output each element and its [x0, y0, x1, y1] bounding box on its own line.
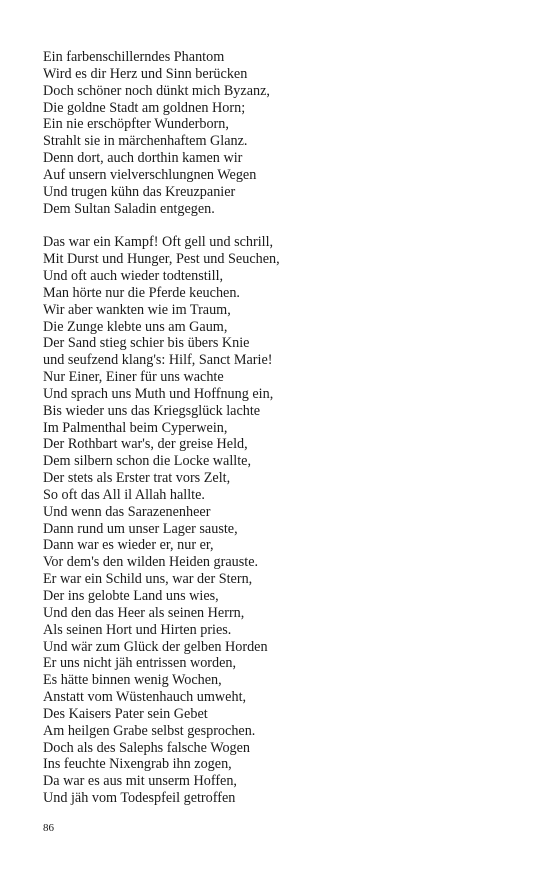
poem-line: Ins feuchte Nixengrab ihn zogen,	[43, 756, 232, 773]
stanza-2	[43, 234, 513, 807]
poem-line: Der stets als Erster trat vors Zelt,	[43, 470, 231, 487]
poem-line: Anstatt vom Wüstenhauch umweht,	[43, 689, 247, 706]
poem-line: Es hätte binnen wenig Wochen,	[43, 672, 222, 689]
page-number: 86	[43, 822, 54, 834]
poem-line: Bis wieder uns das Kriegsglück lachte	[43, 402, 261, 419]
poem-line: Als seinen Hort und Hirten pries.	[43, 621, 232, 638]
poem-line: Doch als des Salephs falsche Wogen	[43, 739, 251, 756]
poem-line: Strahlt sie in märchenhaftem Glanz.	[43, 133, 248, 150]
poem-line: und seufzend klang's: Hilf, Sanct Marie!	[43, 352, 273, 369]
poem-line: Denn dort, auch dorthin kamen wir	[43, 150, 243, 167]
poem-line: Das war ein Kampf! Oft gell und schrill,	[43, 234, 274, 251]
poem-line: Ein nie erschöpfter Wunderborn,	[43, 116, 229, 133]
poem-line: Im Palmenthal beim Cyperwein,	[43, 419, 228, 436]
poem-line: Und wenn das Sarazenenheer	[43, 503, 211, 520]
poem-line: Die goldne Stadt am goldnen Horn;	[43, 99, 246, 116]
poem-line: Dem silbern schon die Locke wallte,	[43, 453, 252, 470]
poem-line: Man hörte nur die Pferde keuchen.	[43, 284, 240, 301]
poem-line: Wird es dir Herz und Sinn berücken	[43, 65, 248, 82]
poem-line: Er war ein Schild uns, war der Stern,	[43, 571, 253, 588]
poem-line: Und den das Heer als seinen Herrn,	[43, 604, 245, 621]
poem-line: Wir aber wankten wie im Traum,	[43, 301, 231, 318]
poem-line: Und jäh vom Todespfeil getroffen	[43, 790, 236, 807]
poem-line: Die Zunge klebte uns am Gaum,	[43, 318, 228, 335]
poem-line: Der Sand stieg schier bis übers Knie	[43, 335, 250, 352]
poem-line: So oft das All il Allah hallte.	[43, 486, 205, 503]
poem-line: Und oft auch wieder todtenstill,	[43, 267, 224, 284]
poem-line: Ein farbenschillerndes Phantom	[43, 49, 225, 65]
poem-line: Am heilgen Grabe selbst gesprochen.	[43, 722, 256, 739]
poem-line: Dann war es wieder er, nur er,	[43, 537, 214, 554]
poem-line: Der ins gelobte Land uns wies,	[43, 588, 219, 604]
poem-text	[43, 49, 513, 807]
poem-line: Nur Einer, Einer für uns wachte	[43, 369, 224, 386]
poem-line: Dann rund um unser Lager sauste,	[43, 520, 238, 537]
stanza-1	[43, 49, 513, 217]
poem-line: Und trugen kühn das Kreuzpanier	[43, 183, 236, 200]
poem-line: Und wär zum Glück der gelben Horden	[43, 638, 268, 655]
poem-line: Doch schöner noch dünkt mich Byzanz,	[43, 82, 270, 99]
poem-line: Und sprach uns Muth und Hoffnung ein,	[43, 385, 274, 402]
poem-line: Da war es aus mit unserm Hoffen,	[43, 773, 237, 790]
poem-line: Der Rothbart war's, der greise Held,	[43, 436, 248, 453]
poem-line: Dem Sultan Saladin entgegen.	[43, 200, 215, 217]
poem-line: Er uns nicht jäh entrissen worden,	[43, 655, 237, 672]
poem-line: Mit Durst und Hunger, Pest und Seuchen,	[43, 251, 280, 268]
poem-line: Des Kaisers Pater sein Gebet	[43, 705, 208, 722]
poem-line: Vor dem's den wilden Heiden grauste.	[43, 554, 259, 571]
poem-line: Auf unsern vielverschlungnen Wegen	[43, 166, 257, 183]
